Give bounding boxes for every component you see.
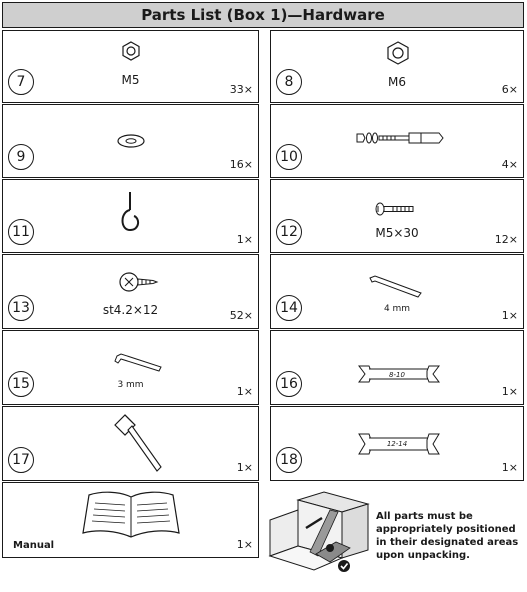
hex-nut-icon — [121, 41, 141, 61]
bolt-icon — [375, 202, 415, 216]
part-label: M5 — [121, 73, 140, 87]
part-cell-14 — [270, 254, 524, 329]
part-number: 9 — [8, 144, 34, 170]
open-book-icon — [81, 487, 181, 543]
part-number: 10 — [276, 144, 302, 170]
part-quantity: 6× — [501, 83, 518, 96]
part-number: 8 — [276, 69, 302, 95]
part-number: 7 — [8, 69, 34, 95]
allen-key-icon — [113, 351, 163, 373]
part-quantity: 33× — [229, 83, 253, 96]
parts-list-title: Parts List (Box 1)—Hardware — [2, 2, 524, 28]
unpacking-note: All parts must be appropriately positioned in their designated areas upon unpacking. — [376, 511, 519, 561]
part-number: 18 — [276, 447, 302, 473]
part-cell-17 — [2, 406, 259, 481]
part-label: M6 — [388, 75, 406, 89]
wrench-size-label: 12-14 — [386, 440, 408, 448]
anchor-bolt-icon — [355, 130, 445, 146]
part-quantity: 1× — [501, 385, 518, 398]
part-label: M5×30 — [375, 226, 419, 240]
part-number: 14 — [276, 295, 302, 321]
part-number: 11 — [8, 219, 34, 245]
part-number: 15 — [8, 371, 34, 397]
part-label: 3 mm — [117, 380, 144, 390]
part-quantity: 1× — [236, 385, 253, 398]
part-quantity: 1× — [236, 233, 253, 246]
part-cell-15 — [2, 330, 259, 405]
part-quantity: 1× — [236, 461, 253, 474]
box-corner-icon — [268, 490, 372, 576]
manual-label: Manual — [13, 540, 55, 551]
part-quantity: 4× — [501, 158, 518, 171]
manual-quantity: 1× — [236, 538, 253, 551]
part-cell-18 — [270, 406, 524, 481]
wrench-size-label: 8-10 — [389, 371, 405, 379]
part-cell-8 — [270, 30, 524, 103]
part-quantity: 16× — [229, 158, 253, 171]
part-cell-11 — [2, 179, 259, 253]
part-cell-10 — [270, 104, 524, 178]
part-cell-12 — [270, 179, 524, 253]
part-number: 17 — [8, 447, 34, 473]
part-quantity: 52× — [229, 309, 253, 322]
part-number: 12 — [276, 219, 302, 245]
allen-key-icon — [367, 275, 423, 299]
part-number: 13 — [8, 295, 34, 321]
screw-hook-icon — [118, 190, 142, 236]
part-cell-9 — [2, 104, 259, 178]
part-label: st4.2×12 — [102, 303, 159, 317]
part-cell-13 — [2, 254, 259, 329]
washer-icon — [116, 133, 146, 149]
part-quantity: 1× — [501, 309, 518, 322]
mallet-icon — [111, 411, 163, 475]
hex-nut-icon — [386, 41, 410, 65]
manual-cell — [2, 482, 259, 558]
part-cell-16 — [270, 330, 524, 405]
part-cell-7 — [2, 30, 259, 103]
wood-screw-icon — [119, 271, 159, 293]
part-number: 16 — [276, 371, 302, 397]
part-quantity: 1× — [501, 461, 518, 474]
part-label: 4 mm — [383, 304, 411, 314]
part-quantity: 12× — [494, 233, 518, 246]
